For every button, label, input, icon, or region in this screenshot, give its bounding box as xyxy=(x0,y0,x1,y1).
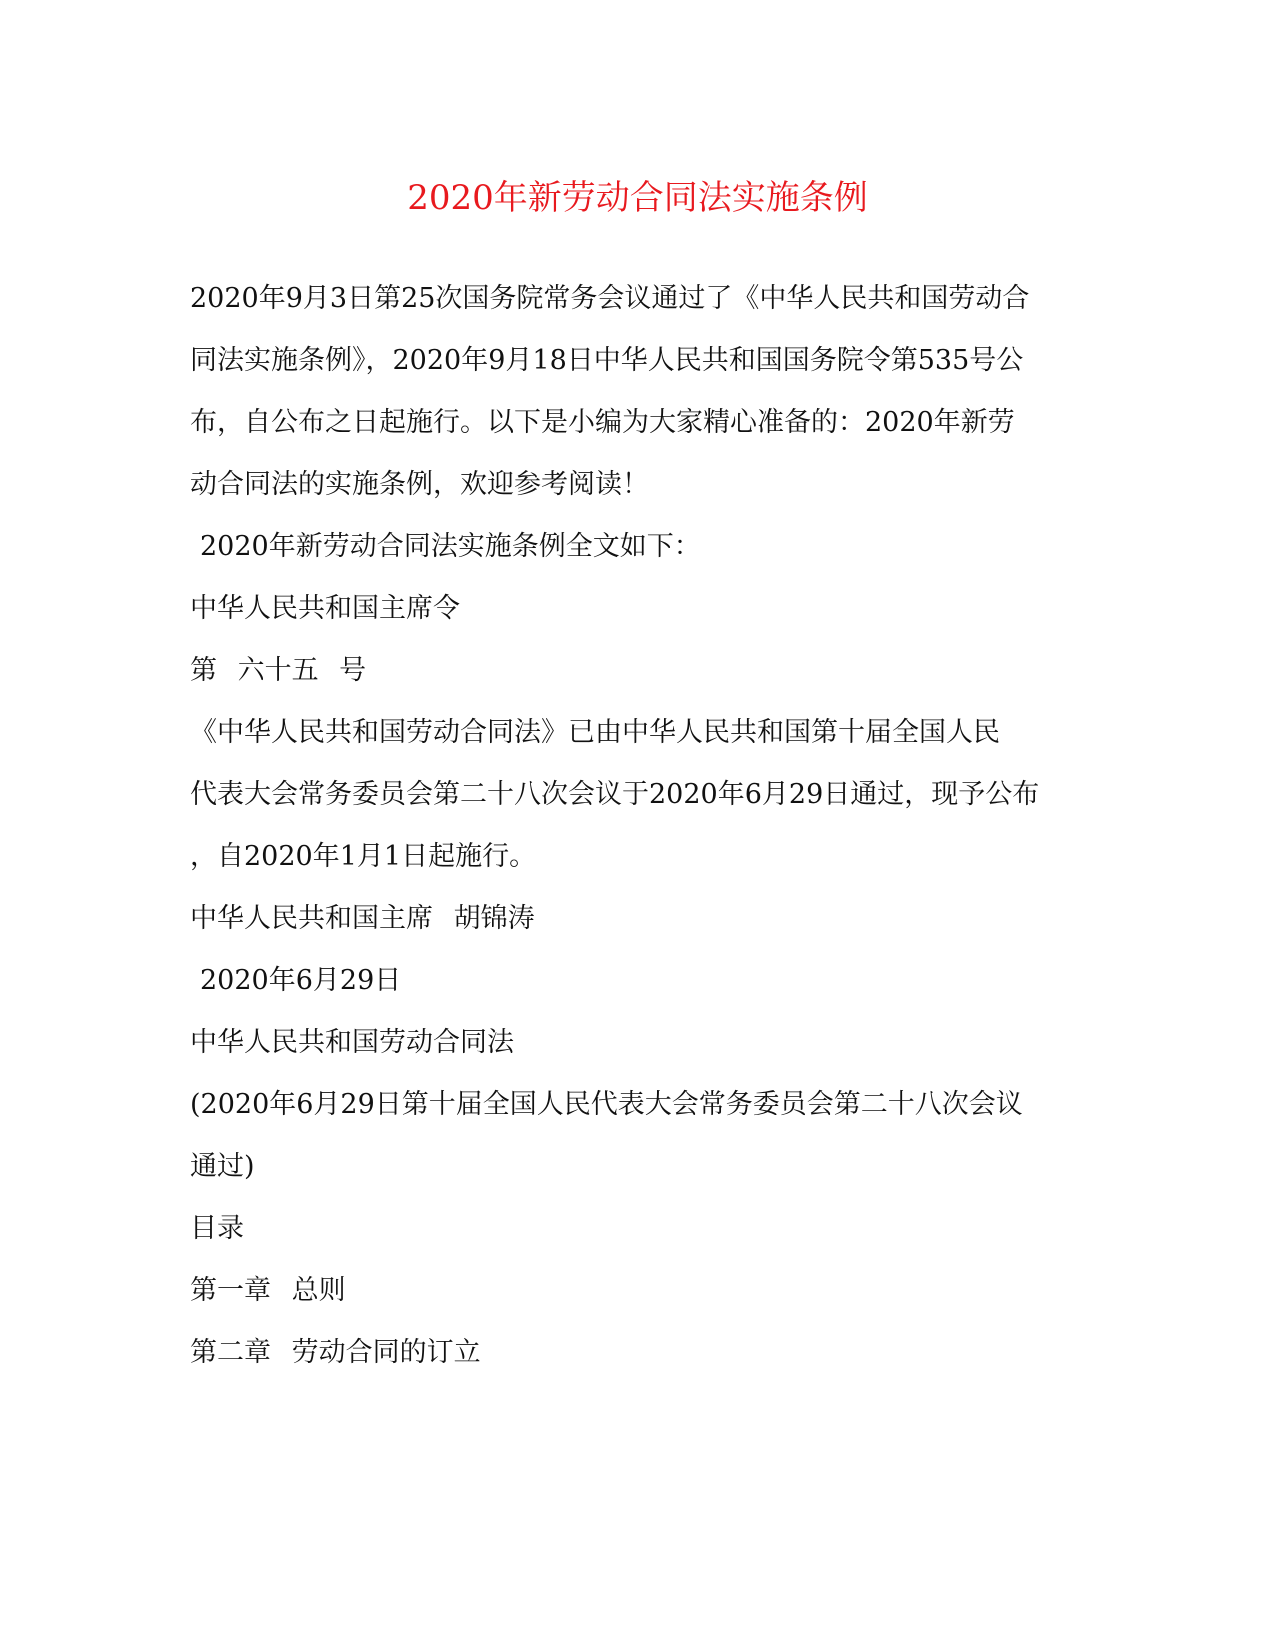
intro-line: 布，自公布之日起施行。以下是小编为大家精心准备的：2020年新劳 xyxy=(190,407,1015,438)
document-title: 2020年新劳动合同法实施条例 xyxy=(407,178,868,218)
toc-item: 第二章 劳动合同的订立 xyxy=(190,1337,481,1368)
order-number: 第 六十五 号 xyxy=(190,655,367,686)
intro-line: 动合同法的实施条例，欢迎参考阅读！ xyxy=(190,469,649,500)
intro-line: 2020年9月3日第25次国务院常务会议通过了《中华人民共和国劳动合 xyxy=(190,283,1030,314)
order-body-line: 代表大会常务委员会第二十八次会议于2020年6月29日通过，现予公布 xyxy=(190,779,1040,810)
law-title: 中华人民共和国劳动合同法 xyxy=(190,1027,514,1058)
order-body-line: ，自2020年1月1日起施行。 xyxy=(190,841,537,872)
law-adoption-line: 通过) xyxy=(190,1151,255,1182)
toc-item: 第一章 总则 xyxy=(190,1275,346,1306)
law-adoption-line: (2020年6月29日第十届全国人民代表大会常务委员会第二十八次会议 xyxy=(190,1089,1023,1120)
order-body-line: 《中华人民共和国劳动合同法》已由中华人民共和国第十届全国人民 xyxy=(190,717,1000,748)
signature-date: 2020年6月29日 xyxy=(200,965,402,996)
fulltext-heading: 2020年新劳动合同法实施条例全文如下： xyxy=(200,531,701,562)
toc-heading: 目录 xyxy=(190,1213,244,1244)
signature: 中华人民共和国主席 胡锦涛 xyxy=(190,903,535,934)
intro-line: 同法实施条例》，2020年9月18日中华人民共和国国务院令第535号公 xyxy=(190,345,1024,376)
order-heading: 中华人民共和国主席令 xyxy=(190,593,460,624)
